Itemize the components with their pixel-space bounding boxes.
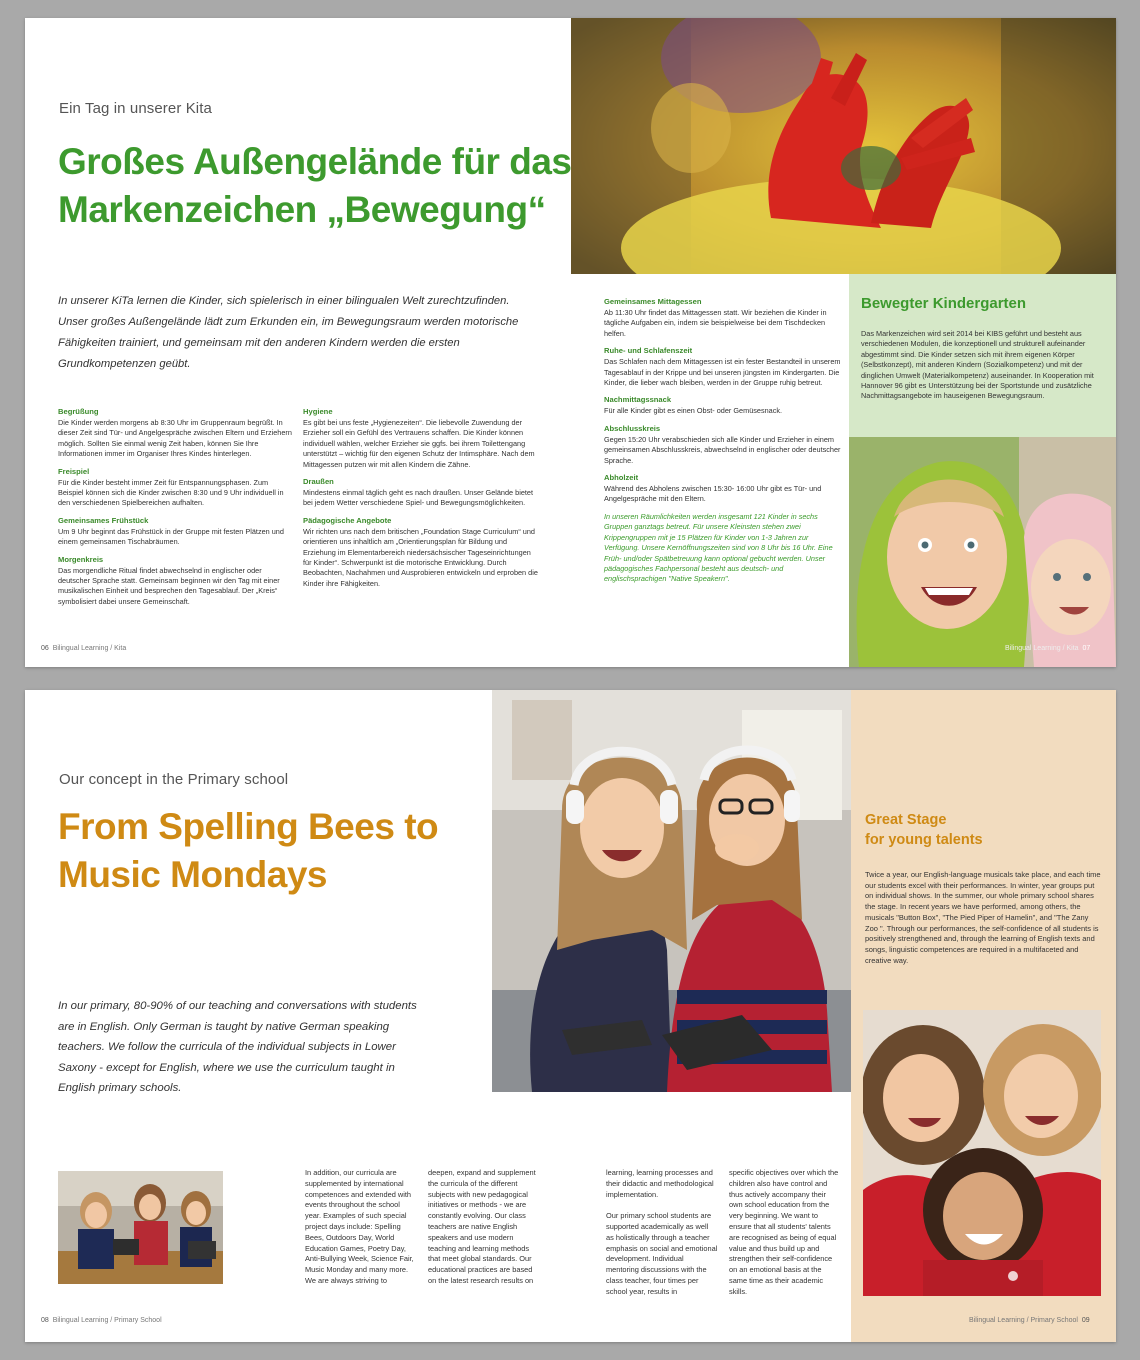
kita-headline [58, 138, 578, 234]
section-title: Hygiene [303, 407, 333, 416]
page-number: 06 [41, 645, 49, 652]
primary-intro: In our primary, 80-90% of our teaching and conversations with students are in English. Only German is taught by native German speaking teachers. We follow the curricula of the individual subjects in Lower Saxony - except for English, where we use the curriculum taught in English primary schools. [58, 1000, 417, 1094]
girls-headphones-photo [492, 690, 851, 1092]
kita-headline-line2: Markenzeichen „Bewegung“ [58, 189, 546, 230]
primary-headline-line1: From Spelling Bees to [58, 806, 439, 847]
section-text: Gegen 15:20 Uhr verabschieden sich alle Kinder und Erzieher in einem gemeinsamen Abschlusskreis, abwechselnd in englischer oder deutscher Sprache. [604, 434, 841, 465]
kita-kicker: Ein Tag in unserer Kita [59, 100, 212, 117]
section-text: Für die Kinder besteht immer Zeit für Entspannungsphasen. Zum Beispiel können sich die Kinder zwischen 8:30 und 9 Uhr individuell in den verschiedenen Spielbereichen aufhalten. [58, 477, 284, 508]
section-text: Während des Abholens zwischen 15:30- 16:00 Uhr gibt es Tür- und Angelgespräche mit den Eltern. [604, 484, 822, 504]
box-title-line1: Great Stage [865, 812, 947, 828]
kita-section [58, 407, 294, 460]
box-title-line2: for young talents [865, 832, 983, 848]
section-title: Abschlusskreis [604, 423, 661, 433]
section-text: Für alle Kinder gibt es einen Obst- oder Gemüsesnack. [604, 406, 783, 416]
primary-column-3: learning, learning processes and their didactic and methodological implementation. Our primary school students are supported academically as well as holistically through a teacher emphasis on social and emotional development. Individual mentoring discussions with the class teacher, four times per school year, results in [606, 1168, 718, 1296]
section-text: Es gibt bei uns feste „Hygienezeiten“. Die liebevolle Zuwendung der Erzieher soll ein Gefühl des Vertrauens schaffen. Die Kinder können individuell wählen, welcher Erzieher sie ggfs. bei ihrem Toilettengang unterstützt – wichtig für den eigenen Schutz der Intimsphäre. Nach dem Mittagessen putzen wir mit allen Kindern die Zähne. [303, 418, 535, 469]
box-text: Das Markenzeichen wird seit 2014 bei KIBS geführt und besteht aus verschiedenen Modulen, die konzeptionell und strukturell aufeinander abgestimmt sind. Die Kinder setzen sich mit ihrem eigenen Körper (Selbstkonzept), mit anderen Kindern (Sozialkompetenz) und mit der dinglichen Umwelt (Materialkompetenz) auseinander. In Kooperation mit Hannover 96 gibt es Unterstützung bei der Sportstunde und zusätzliche Nachmittagsangebote im hauseigenen Bewegungsraum. [861, 329, 1094, 401]
kita-section [604, 395, 842, 416]
section-text: Ab 11:30 Uhr findet das Mittagessen statt. Wir beziehen die Kinder in tägliche Aufgaben ein, indem sie beispielweise bei dem Tischdecken helfen. [604, 308, 827, 338]
section-text: Um 9 Uhr beginnt das Frühstück in der Gruppe mit festen Plätzen und einem gemeinsamen Tischabräumen. [58, 526, 284, 547]
section-text: Wir richten uns nach dem britischen „Foundation Stage Curriculum“ und orientieren uns inhaltlich am „Orientierungsplan für Bildung und Erziehung im Elementarbereich niedersächsischer Tageseinrichtungen für Kinder“. Schwerpunkt ist die motorische Entwicklung. Durch Beobachten, Nachahmen und Ausprobieren entwickeln und erproben die Kinder ihre Fähigkeiten. [303, 526, 538, 588]
page-number: 09 [1081, 1317, 1090, 1324]
kita-section [604, 346, 842, 388]
children-photo [849, 437, 1116, 667]
kita-section [604, 473, 842, 505]
footer-label: Bilingual Learning / Primary School [52, 1317, 162, 1324]
kita-column-2 [303, 407, 541, 596]
kita-footer-right [1005, 645, 1090, 652]
primary-kicker: Our concept in the Primary school [59, 771, 289, 788]
bewegter-kindergarten-box [849, 274, 1116, 437]
children-image [849, 437, 1116, 667]
kita-spread [25, 18, 1116, 667]
kita-intro: In unserer KiTa lernen die Kinder, sich spielerisch in einer bilingualen Welt zurechtzufinden. Unser großes Außengelände lädt zum Erkunden ein, im Bewegungsraum werden motorische Fähigkeiten trainiert, und gemeinsam mit den anderen Kindern werden die ersten Grundkompetenzen geübt. [58, 295, 519, 370]
painted-hands-photo [571, 18, 1116, 274]
footer-label: Bilingual Learning / Kita [52, 645, 127, 652]
painted-hands-image [571, 18, 1116, 274]
section-title: Begrüßung [58, 407, 99, 416]
primary-headline [58, 803, 498, 899]
kita-section [303, 477, 541, 509]
girls-headphones-image [492, 690, 851, 1092]
kita-section [303, 516, 541, 589]
three-children-photo [863, 1010, 1101, 1296]
section-text: Die Kinder werden morgens ab 8:30 Uhr im Gruppenraum begrüßt. In dieser Zeit sind Tür- und Angelgespräche zwischen Eltern und Erziehern möglich. Sollten Sie einmal wenig Zeit haben, können Sie Ihre Informationen immer im Organiser Ihres Kindes hinterlegen. [58, 418, 292, 459]
box-title: Bewegter Kindergarten [861, 295, 1027, 312]
kita-column-3 [604, 297, 842, 585]
page-number: 07 [1082, 645, 1091, 652]
footer-label: Bilingual Learning / Kita [1005, 645, 1079, 652]
section-title: Pädagogische Angebote [303, 515, 392, 525]
kita-headline-line1: Großes Außengelände für das [58, 141, 572, 182]
section-text: Das morgendliche Ritual findet abwechselnd in englischer oder deutscher Sprache statt. Gemeinsam beginnen wir den Tag mit einer musikalischen Einheit und besprechen den Tagesablauf. Der „Kreis“ symbolisiert dabei unsere Gemeinschaft. [58, 565, 280, 606]
students-tablets-image [58, 1171, 223, 1284]
section-title: Draußen [303, 477, 334, 487]
primary-footer-right [969, 1317, 1090, 1324]
section-title: Morgenkreis [58, 554, 104, 564]
primary-column-1: In addition, our curricula are supplemented by international competences and extended with events throughout the school year. Examples of such special project days include: Spelling Bees, Outdoors Day, World Education Games, Poetry Day, Anti-Bullying Week, Science Fair, Music Monday and many more. We are always striving to [305, 1168, 414, 1285]
kita-section [58, 555, 294, 608]
box-text: Twice a year, our English-language musicals take place, and each time our students excel with their performances. In winter, year groups put on individual shows. In the summer, our whole primary school shares the stage. In recent years we have performed, among others, the musicals "Button Box", "The Pied Piper of Hamelin", and "The Zany Zoo ". Through our performances, the self-confidence of all students is positively strengthened and, through the learning of English texts and songs, linguistic competences are required in a multifaceted and creative way. [865, 870, 1101, 965]
section-title: Gemeinsames Frühstück [58, 515, 149, 525]
kita-section [58, 516, 294, 548]
section-text: Mindestens einmal täglich geht es nach draußen. Unser Gelände bietet bei jedem Wetter verschiedene Spiel- und Bewegungsmöglichkeiten. [303, 488, 533, 508]
section-title: Nachmittagssnack [604, 395, 672, 405]
footer-label: Bilingual Learning / Primary School [969, 1317, 1078, 1324]
section-title: Abholzeit [604, 473, 639, 483]
kita-section [604, 424, 842, 466]
primary-spread [25, 690, 1116, 1342]
students-tablets-photo [58, 1171, 223, 1284]
section-title: Ruhe- und Schlafenszeit [604, 346, 693, 356]
section-text: Das Schlafen nach dem Mittagessen ist ein fester Bestandteil in unserem Tagesablauf in der Krippe und bei unseren jüngsten im Kindergarten. Die Kinder, die lieber wach bleiben, werden in der Gruppe ruhig betreut. [604, 357, 841, 388]
primary-column-4: specific objectives over which the children also have control and thus actively accompany their own school education from the very beginning. We want to ensure that all students' talents are recognised as being of equal value and thus build up and strengthen their self-confidence on an emotional basis at the same time as their academic skills. [729, 1168, 839, 1296]
kita-column-1 [58, 407, 294, 614]
section-title: Gemeinsames Mittagessen [604, 297, 702, 306]
kita-section [303, 407, 541, 470]
section-title: Freispiel [58, 466, 90, 476]
kita-footer-left [41, 645, 126, 652]
kita-section [58, 467, 294, 509]
box-title [865, 810, 983, 850]
kita-info-note: In unseren Räumlichkeiten werden insgesamt 121 Kinder in sechs Gruppen ganztags betreut. Für unsere Kleinsten stehen zwei Krippengruppen mit je 15 Plätzen für Kinder von 1-3 Jahren zur Verfügung. Unsere Kernöffnungszeiten sind von 8 Uhr bis 16 Uhr. Eine Früh- und/oder Spätbetreuung kann optional gebucht werden. Unser pädagogisches Fachpersonal besteht aus deutsch- und englischsprachigen "Native Speakern". [604, 511, 833, 584]
kita-section [604, 297, 842, 339]
three-children-image [863, 1010, 1101, 1296]
primary-column-2: deepen, expand and supplement the curricula of the different subjects with new pedagogical initiatives or methods - we are constantly evolving. Our class teachers are native English speakers and use modern teaching and learning methods that meet global standards. Our educational practices are based on the latest research results on [428, 1168, 536, 1285]
primary-footer-left [41, 1317, 162, 1324]
page-number: 08 [41, 1317, 49, 1324]
great-stage-box [851, 690, 1116, 1342]
primary-headline-line2: Music Mondays [58, 854, 327, 895]
